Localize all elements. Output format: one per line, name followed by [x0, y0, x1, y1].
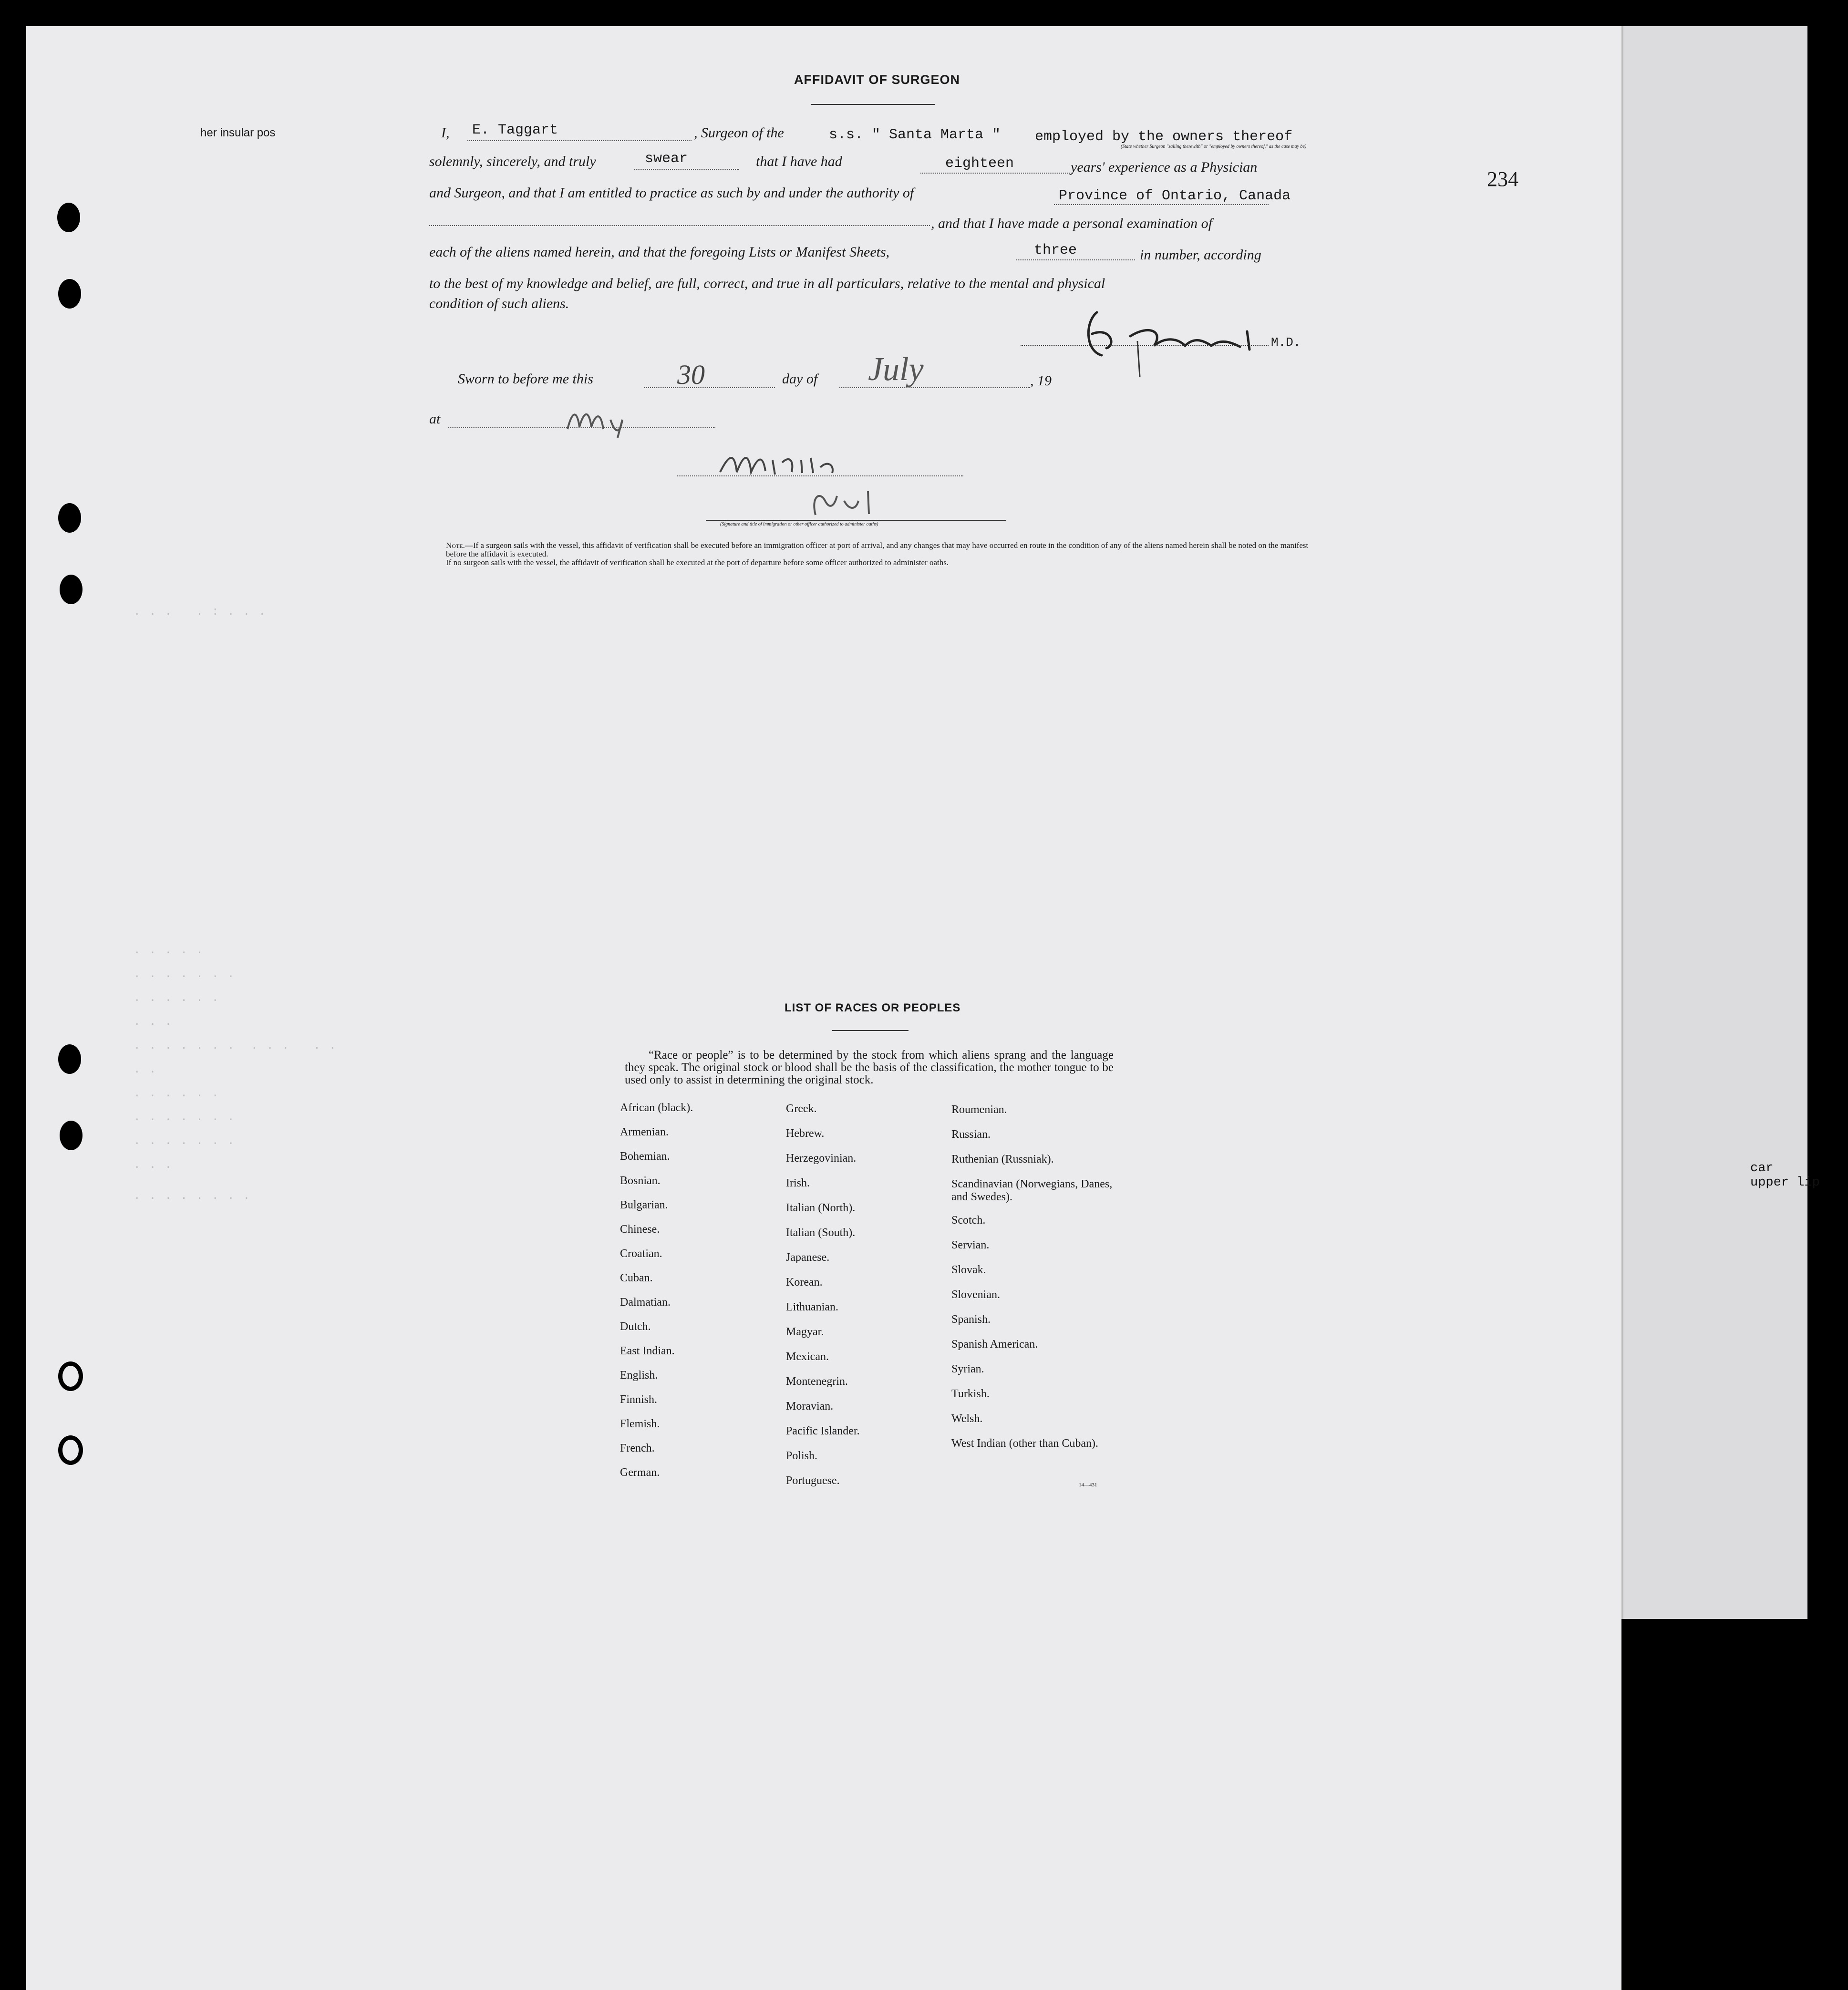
punch-hole: [58, 1435, 83, 1465]
note-1-text: —If a surgeon sails with the vessel, this affidavit of verification shall be executed before an immigration officer at port of arrival, and any changes that may have occurred en route in the condition of any of the aliens named herein shall be noted on the manifest before the affidavit is executed.: [446, 541, 1309, 558]
line7: condition of such aliens.: [429, 296, 569, 311]
sworn-month: July: [868, 351, 924, 388]
sworn-b: day of: [782, 371, 818, 387]
bleed-through-text: . . . . : . . . . . . . . . . . . . . . . . . . . . . . . . . . . . . . . . . . . . . . . . . . . . . . . . . . . . . . . . . . . . . . . . . . . .: [134, 606, 337, 1203]
punch-hole: [58, 279, 81, 309]
at-label: at: [429, 411, 441, 427]
place-handwriting: [563, 401, 639, 439]
title-rule: [811, 104, 935, 105]
surgeon-signature: [1083, 298, 1283, 379]
races-column-1: [620, 1102, 782, 1491]
race-item: English.: [620, 1369, 658, 1382]
race-item: Russian.: [951, 1128, 991, 1141]
race-item: Hebrew.: [786, 1127, 825, 1140]
punch-hole: [60, 1121, 83, 1150]
race-item: Scandinavian (Norwegians, Danes, and Swedes).: [951, 1178, 1113, 1203]
race-item: Pacific Islander.: [786, 1425, 860, 1437]
race-item: Lithuanian.: [786, 1301, 838, 1313]
race-item: Herzegovinian.: [786, 1152, 857, 1165]
md-suffix: M.D.: [1271, 335, 1301, 350]
race-item: Flemish.: [620, 1418, 660, 1430]
race-item: Bosnian.: [620, 1175, 661, 1187]
sworn-a: Sworn to before me this: [458, 371, 593, 387]
races-column-2: [786, 1103, 948, 1499]
race-item: Dalmatian.: [620, 1296, 671, 1309]
punch-hole: [60, 575, 83, 604]
punch-hole: [58, 1044, 81, 1074]
officer-line: [677, 475, 963, 476]
sworn-c: , 19: [1030, 373, 1052, 389]
affidavit-title: AFFIDAVIT OF SURGEON: [794, 72, 960, 87]
page-number: 234: [1487, 167, 1518, 191]
race-item: Dutch.: [620, 1320, 651, 1333]
race-item: Finnish.: [620, 1393, 658, 1406]
race-item: Mexican.: [786, 1351, 829, 1363]
punch-hole: [58, 1361, 83, 1391]
race-item: African (black).: [620, 1102, 693, 1114]
race-item: German.: [620, 1466, 660, 1479]
race-item: Spanish American.: [951, 1338, 1038, 1351]
line6: to the best of my knowledge and belief, are full, correct, and true in all particulars, relative to the mental and physical: [429, 276, 1105, 291]
authority-line: [1054, 204, 1269, 205]
employment-note: (State whether Surgeon "sailing therewith" or "employed by owners thereof," as the case may be): [1121, 144, 1307, 149]
race-item: Slovak.: [951, 1264, 986, 1276]
race-item: Bulgarian.: [620, 1199, 668, 1211]
employment-status: employed by the owners thereof: [1035, 129, 1293, 145]
officer-caption-rule: [706, 520, 1006, 521]
race-item: Slovenian.: [951, 1289, 1000, 1301]
races-column-3: [951, 1103, 1118, 1462]
line3-a: and Surgeon, and that I am entitled to practice as such by and under the authority of: [429, 185, 914, 201]
note-label: Note.: [446, 541, 465, 550]
note-2: If no surgeon sails with the vessel, the affidavit of verification shall be executed at the port of departure before some officer authorized to administer oaths.: [446, 558, 949, 567]
race-item: Montenegrin.: [786, 1375, 848, 1388]
race-item: Bohemian.: [620, 1150, 670, 1163]
name-line: [467, 140, 692, 141]
line1-mid: , Surgeon of the: [694, 125, 784, 141]
officer-caption: (Signature and title of immigration or other officer authorized to administer oaths): [720, 522, 878, 527]
race-item: Moravian.: [786, 1400, 834, 1413]
race-item: Welsh.: [951, 1413, 983, 1425]
race-item: Scotch.: [951, 1214, 986, 1227]
line4: , and that I have made a personal examination of: [931, 216, 1212, 231]
edge-text: [1750, 1161, 1820, 1190]
sheet-count: three: [1034, 242, 1077, 258]
years-experience: eighteen: [945, 155, 1014, 172]
race-item: French.: [620, 1442, 655, 1454]
races-title: LIST OF RACES OR PEOPLES: [785, 1001, 961, 1014]
authority-line-2: [429, 225, 930, 226]
race-item: Japanese.: [786, 1251, 830, 1264]
oath-line: [634, 169, 739, 170]
race-item: Turkish.: [951, 1388, 990, 1400]
line2-a: solemnly, sincerely, and truly: [429, 154, 596, 169]
race-item: Portuguese.: [786, 1474, 840, 1487]
race-item: Syrian.: [951, 1363, 984, 1375]
race-item: Italian (North).: [786, 1202, 856, 1214]
race-item: Irish.: [786, 1177, 810, 1189]
sworn-day: 30: [677, 359, 705, 390]
race-item: Greek.: [786, 1103, 817, 1115]
years-line: [920, 173, 1073, 174]
race-item: East Indian.: [620, 1345, 675, 1357]
note-block: [446, 541, 1319, 567]
month-line: [839, 387, 1030, 388]
form-code: 14—431: [1079, 1482, 1097, 1488]
surgeon-signature-line: [1021, 345, 1269, 346]
punch-hole: [57, 203, 80, 232]
punch-hole: [58, 503, 81, 533]
line2-c: years' experience as a Physician: [1071, 159, 1258, 175]
oath-word: swear: [645, 151, 688, 167]
licensing-authority: Province of Ontario, Canada: [1059, 188, 1291, 204]
officer-signature: [692, 439, 930, 525]
race-item: Italian (South).: [786, 1227, 856, 1239]
line2-b: that I have had: [756, 154, 842, 169]
line1-prefix: I,: [441, 125, 450, 141]
sheets-line: [1016, 259, 1135, 260]
adjacent-page-edge: [1621, 26, 1807, 1619]
race-item: Chinese.: [620, 1223, 660, 1236]
vessel-name: s.s. " Santa Marta ": [829, 127, 1001, 143]
race-item: Korean.: [786, 1276, 823, 1289]
race-item: Spanish.: [951, 1313, 991, 1326]
margin-note: her insular pos: [200, 126, 276, 139]
race-item: Croatian.: [620, 1248, 662, 1260]
edge-text-line: upper lip: [1750, 1175, 1820, 1190]
note-1: [446, 541, 1319, 558]
race-item: Polish.: [786, 1450, 818, 1462]
line5-b: in number, according: [1140, 247, 1261, 263]
race-item: Ruthenian (Russniak).: [951, 1153, 1054, 1165]
race-item: Armenian.: [620, 1126, 669, 1138]
race-item: Roumenian.: [951, 1103, 1007, 1116]
surgeon-name: E. Taggart: [472, 122, 558, 138]
race-item: West Indian (other than Cuban).: [951, 1437, 1098, 1450]
race-item: Servian.: [951, 1239, 990, 1251]
race-item: Magyar.: [786, 1326, 824, 1338]
race-item: Cuban.: [620, 1272, 653, 1284]
races-title-rule: [832, 1030, 909, 1031]
line5-a: each of the aliens named herein, and that the foregoing Lists or Manifest Sheets,: [429, 244, 890, 260]
races-intro: “Race or people” is to be determined by the stock from which aliens sprang and the language they speak. The original stock or blood shall be the basis of the classification, the mother tongue to be used only to assist in determining the original stock.: [625, 1049, 1114, 1086]
day-line: [644, 387, 775, 388]
edge-text-line: car: [1750, 1161, 1774, 1175]
